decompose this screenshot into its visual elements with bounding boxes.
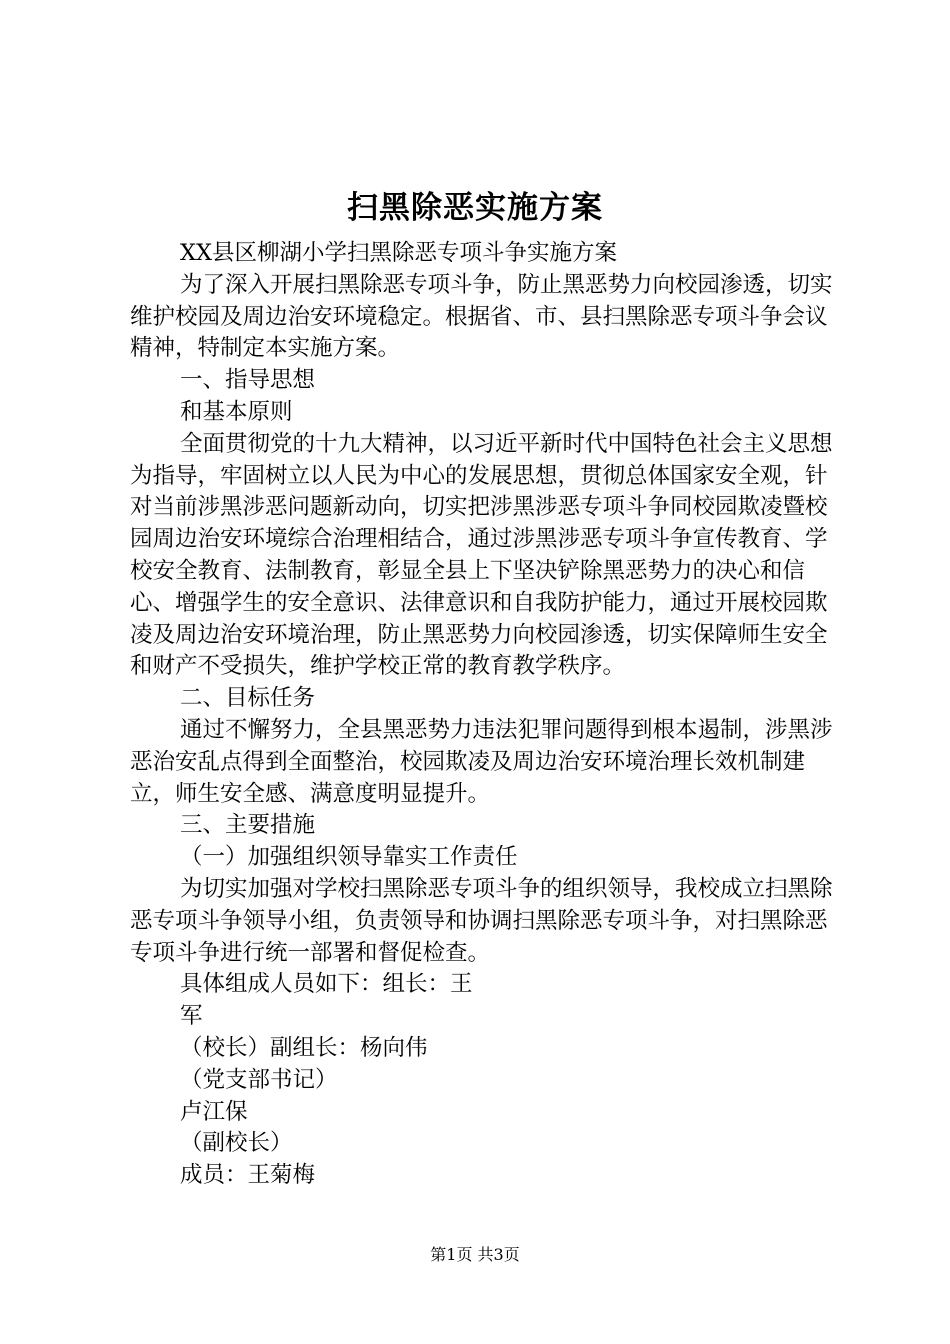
section-line: 三、主要措施: [180, 812, 316, 839]
page-footer: 第1页 共3页: [430, 1245, 520, 1264]
section-line: （校长）副组长：杨向伟: [180, 1034, 428, 1061]
document-title: 扫黑除恶实施方案: [347, 190, 603, 226]
section-line: 成员：王菊梅: [180, 1162, 316, 1189]
body-paragraph: XX县区柳湖小学扫黑除恶专项斗争实施方案: [180, 240, 618, 266]
section-line: 二、目标任务: [180, 685, 316, 712]
section-line: 卢江保: [180, 1098, 248, 1125]
body-paragraph: 全面贯彻党的十九大精神，以习近平新时代中国特色社会主义思想为指导，牢固树立以人民为中心的发展思想，贯彻总体国家安全观，针对当前涉黑涉恶问题新动向，切实把涉黑涉恶专项斗争同校园欺凌暨校园周边治安环境综合治理相结合，通过涉黑涉恶专项斗争宣传教育、学校安全教育、法制教育，彰显全县上下坚决铲除黑恶势力的决心和信心、增强学生的安全意识、法律意识和自我防护能力，通过开展校园欺凌及周边治安环境治理，防止黑恶势力向校园渗透，切实保障师生安全和财产不受损失，维护学校正常的教育教学秩序。: [130, 430, 833, 680]
section-line: 一、指导思想: [180, 367, 316, 394]
section-line: 和基本原则: [180, 398, 293, 425]
section-line: （党支部书记）: [180, 1066, 338, 1093]
section-line: （副校长）: [180, 1130, 293, 1157]
section-line: 军: [180, 1003, 203, 1030]
body-paragraph: 通过不懈努力，全县黑恶势力违法犯罪问题得到根本遏制，涉黑涉恶治安乱点得到全面整治，校园欺凌及周边治安环境治理长效机制建立，师生安全感、满意度明显提升。: [130, 716, 833, 807]
body-paragraph: 为了深入开展扫黑除恶专项斗争，防止黑恶势力向校园渗透，切实维护校园及周边治安环境稳定。根据省、市、县扫黑除恶专项斗争会议精神，特制定本实施方案。: [130, 271, 833, 362]
document-body: [130, 238, 835, 1192]
section-line: （一）加强组织领导靠实工作责任: [180, 844, 518, 871]
body-paragraph: 为切实加强对学校扫黑除恶专项斗争的组织领导，我校成立扫黑除恶专项斗争领导小组，负责领导和协调扫黑除恶专项斗争，对扫黑除恶专项斗争进行统一部署和督促检查。: [130, 875, 833, 966]
section-line: 具体组成人员如下：组长：王: [180, 971, 473, 998]
